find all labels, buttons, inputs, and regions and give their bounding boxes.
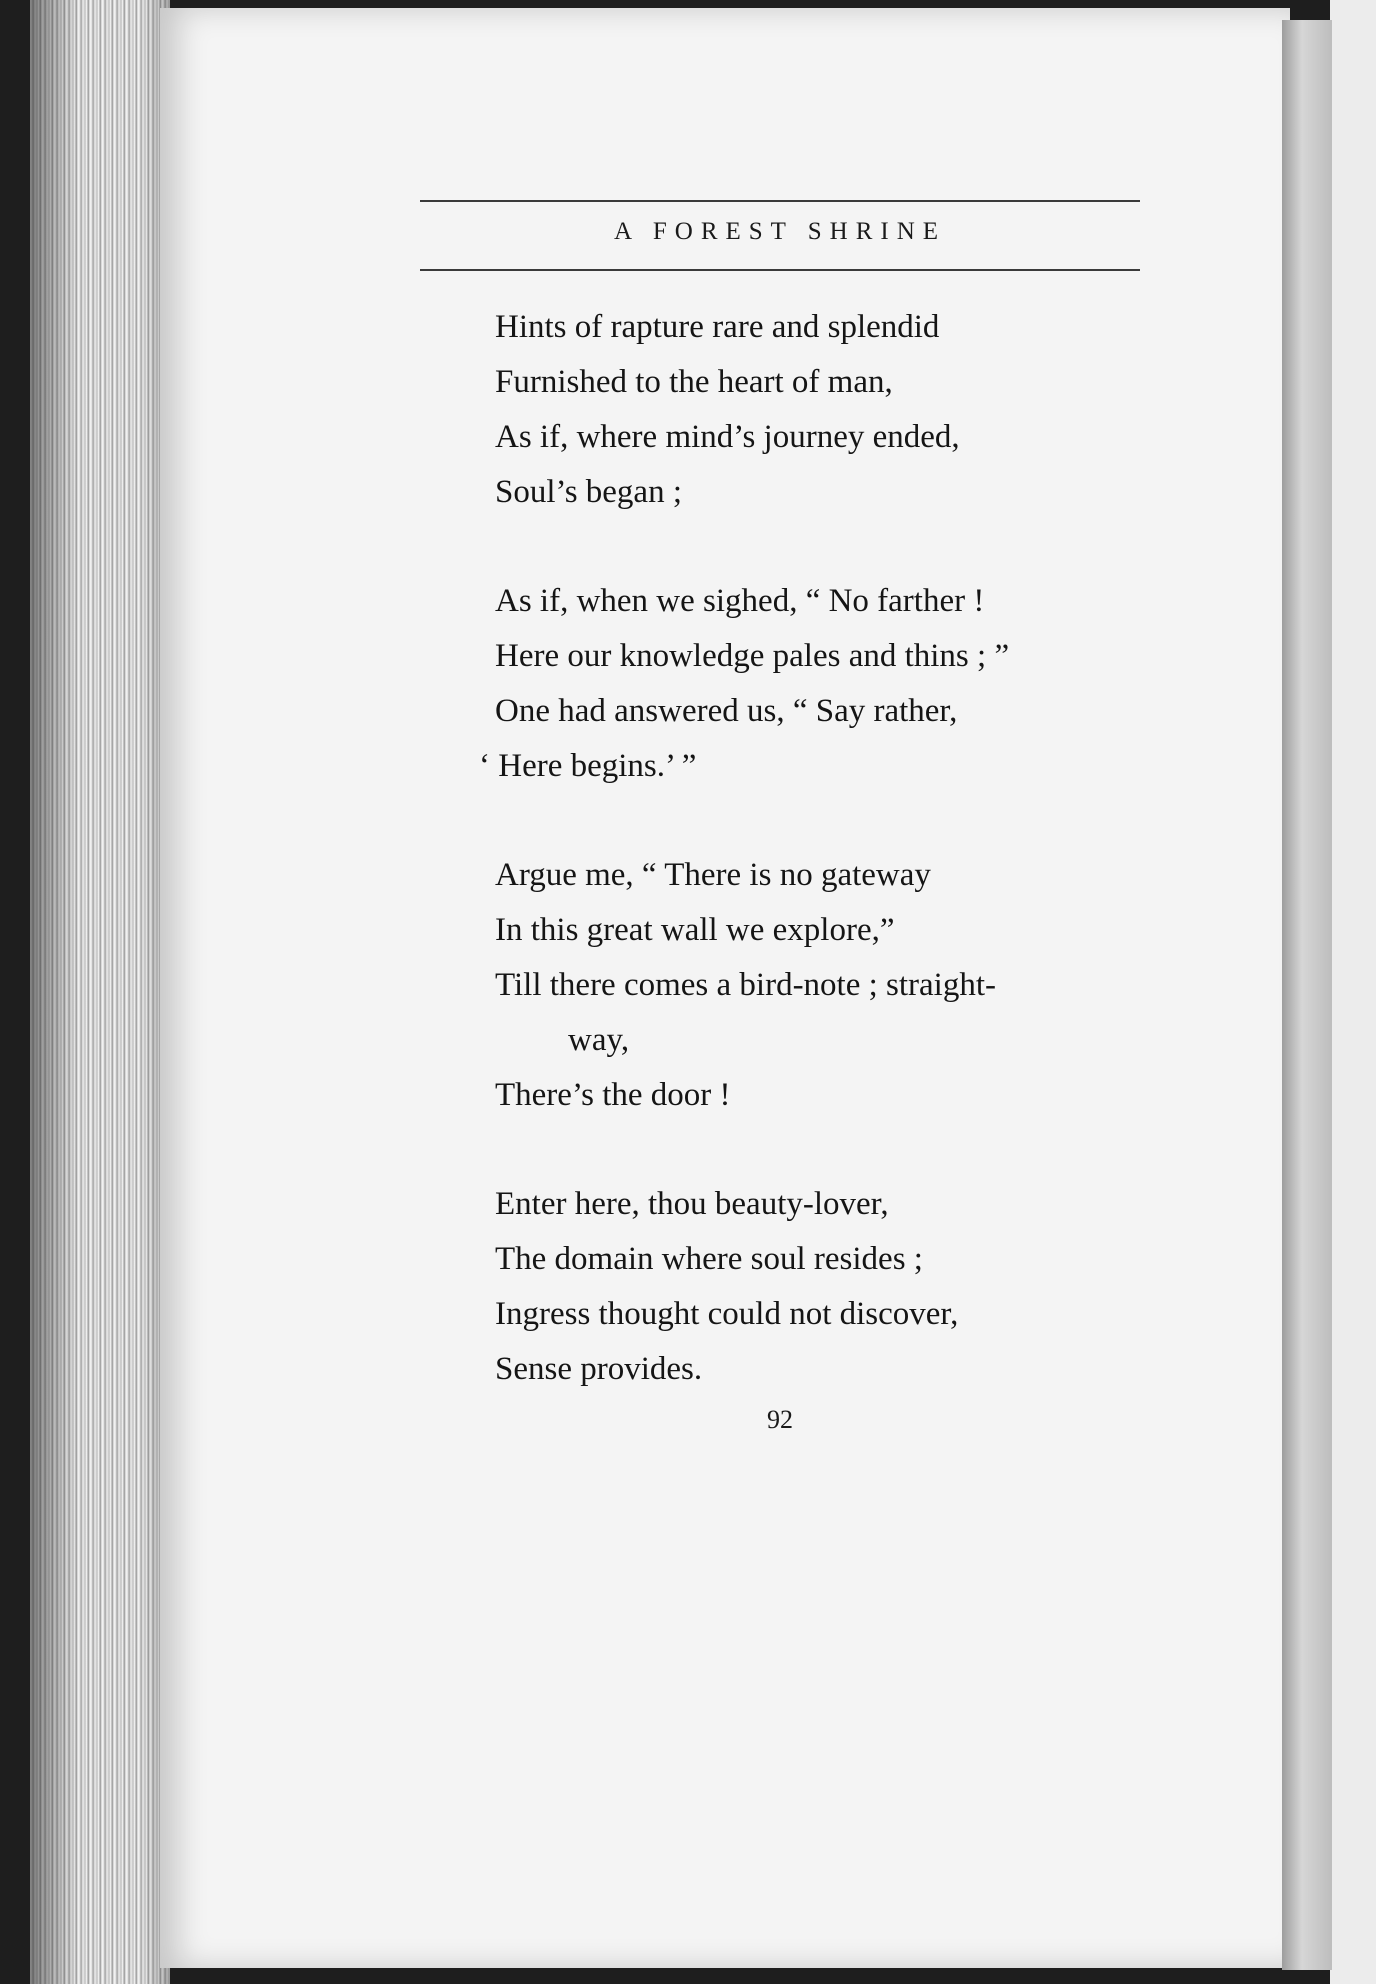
poem-line: Argue me, “ There is no gateway: [495, 857, 931, 893]
poem-line: Sense provides.: [495, 1351, 703, 1387]
poem-line: Furnished to the heart of man,: [495, 364, 893, 400]
stanza-1: [495, 300, 1195, 520]
header-rule-top: [420, 200, 1140, 202]
facing-page: [1330, 0, 1376, 1984]
poem-line: Enter here, thou beauty-lover,: [495, 1186, 889, 1222]
edge-shadow: [30, 0, 170, 1984]
poem-line: The domain where soul resides ;: [495, 1241, 923, 1277]
poem-line: Here our knowledge pales and thins ; ”: [495, 638, 1010, 674]
stanza-2: [479, 574, 1195, 794]
poem-body: [479, 300, 1195, 1451]
header-rule-bottom: [420, 269, 1140, 271]
poem-line: As if, where mind’s journey ended,: [495, 419, 960, 455]
stanza-4: [495, 1177, 1195, 1397]
poem-line: Soul’s began ;: [495, 474, 682, 510]
poem-line: One had answered us, “ Say rather,: [495, 693, 958, 729]
poem-line: Hints of rapture rare and splendid: [495, 309, 940, 345]
poem-line: There’s the door !: [495, 1077, 731, 1113]
running-head: A FOREST SHRINE: [613, 218, 947, 245]
poem-line: way,: [568, 1022, 630, 1058]
poem-line: Till there comes a bird-note ; straight-: [495, 967, 997, 1003]
poem-line: ‘ Here begins.’ ”: [479, 748, 697, 784]
poem-line: Ingress thought could not discover,: [495, 1296, 959, 1332]
poem-line: In this great wall we explore,”: [495, 912, 895, 948]
stanza-3: [495, 848, 1195, 1123]
gutter-shadow: [1282, 20, 1332, 1970]
poem-line: As if, when we sighed, “ No farther !: [495, 583, 985, 619]
page-number: 92: [767, 1405, 793, 1434]
